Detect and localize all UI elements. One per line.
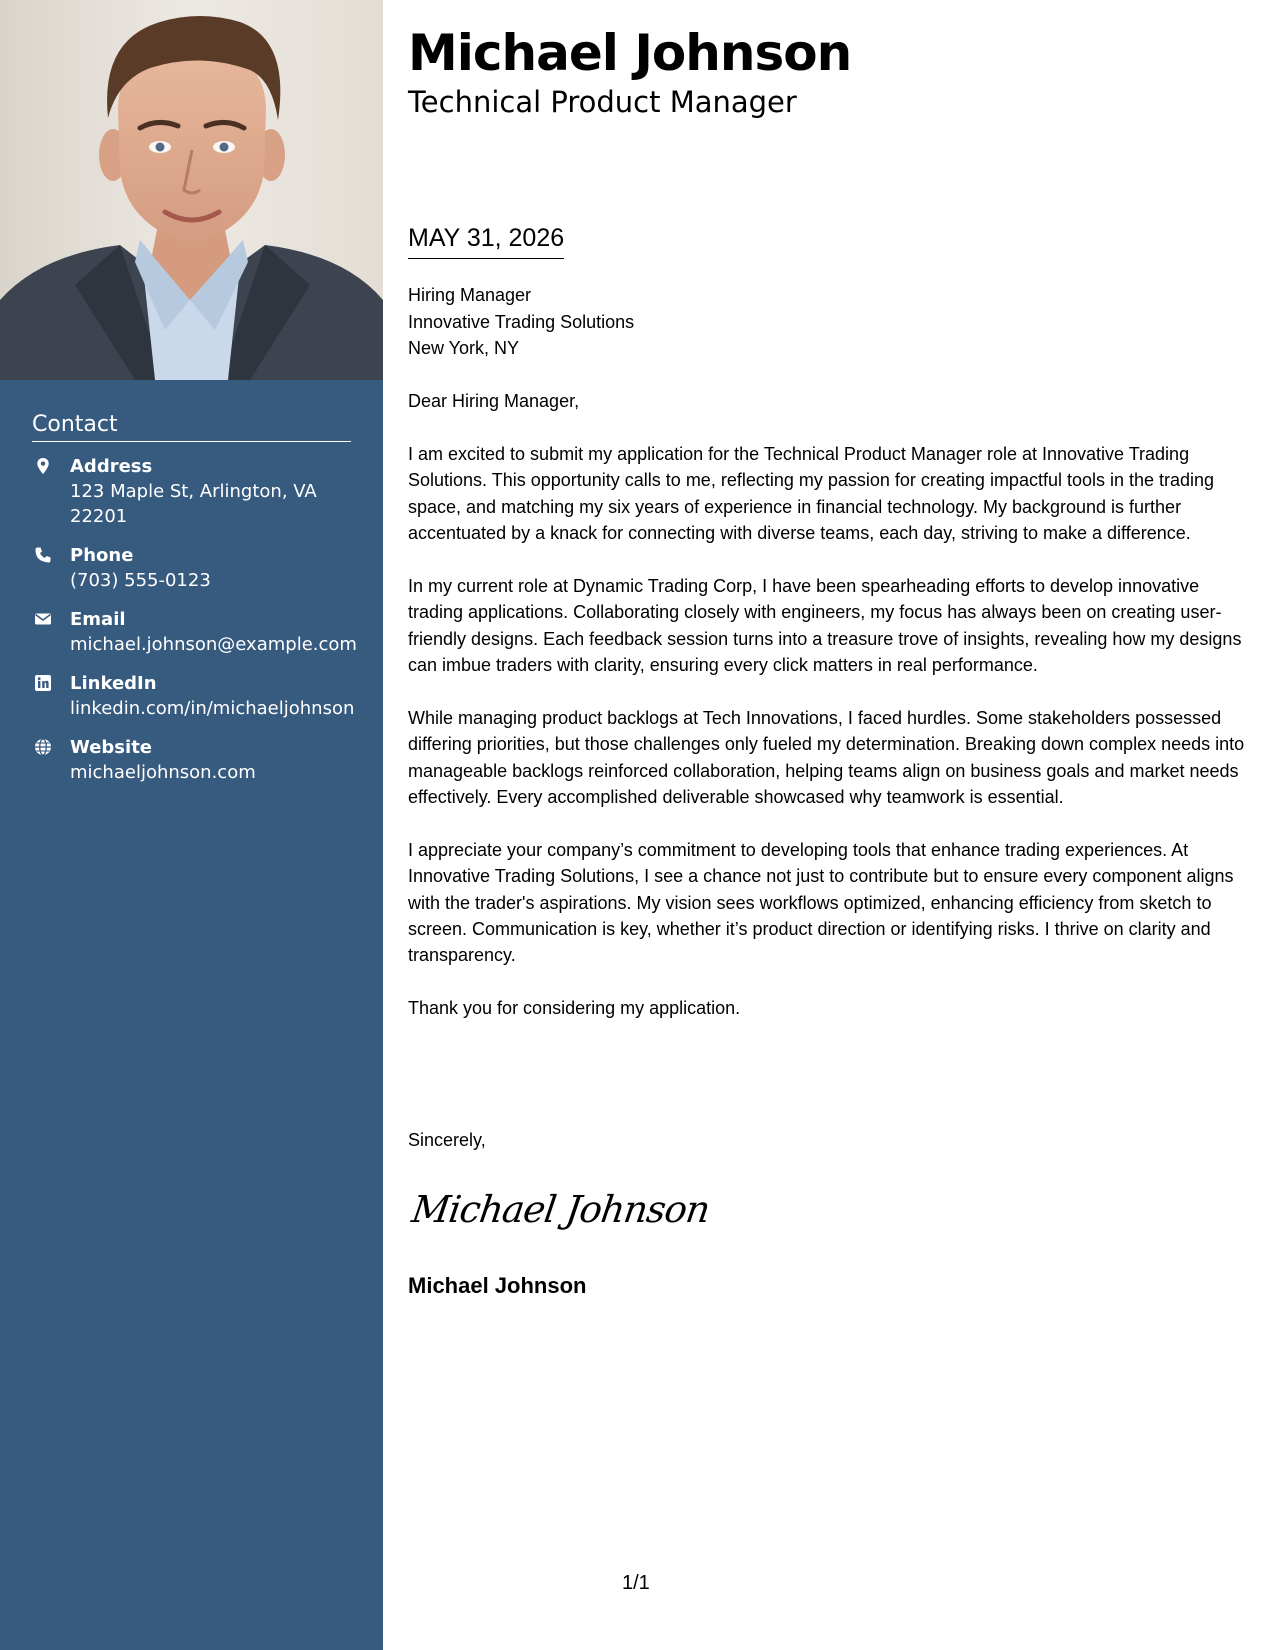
contact-label-address: Address	[70, 456, 153, 477]
closing: Sincerely,	[408, 1130, 486, 1150]
salutation: Dear Hiring Manager,	[408, 391, 580, 411]
contact-email	[32, 607, 357, 657]
contact-section	[32, 412, 357, 799]
contact-heading: Contact	[32, 412, 351, 442]
contact-label-email: Email	[70, 609, 126, 630]
sidebar	[0, 0, 383, 1650]
contact-value-linkedin: linkedin.com/in/michaeljohnson	[70, 698, 355, 719]
contact-label-website: Website	[70, 737, 153, 758]
recipient-line: New York, NY	[408, 338, 520, 358]
contact-phone	[32, 543, 351, 593]
contact-linkedin	[32, 671, 355, 721]
contact-label-linkedin: LinkedIn	[70, 673, 157, 694]
phone-icon	[34, 546, 52, 564]
applicant-title: Technical Product Manager	[408, 85, 797, 119]
page-number: 1/1	[622, 1572, 650, 1594]
body-paragraph: In my current role at Dynamic Trading Corp, I have been spearheading efforts to develop innovative trading applications. Collaborating closely with engineers, my focus has always been on creating user-friendly designs. Each feedback session turns into a treasure trove of insights, revealing how my designs can imbue traders with clarity, ensuring every click matters in real performance.	[408, 575, 1242, 676]
recipient-line: Innovative Trading Solutions	[408, 311, 635, 332]
globe-icon	[34, 738, 52, 756]
body-paragraph: I appreciate your company’s commitment to developing tools that enhance trading experiences. At Innovative Trading Solutions, I see a chance not just to contribute but to ensure every component aligns with the trader's aspirations. My vision sees workflows optimized, enhancing efficiency from sketch to screen. Communication is key, whether it’s product direction or identifying risks. I thrive on clarity and transparency.	[408, 839, 1234, 966]
body-paragraph: While managing product backlogs at Tech Innovations, I faced hurdles. Some stakeholders possessed differing priorities, but those challenges only fueled my determination. Breaking down complex needs into manageable backlogs reinforced collaboration, helping teams align on business goals and market needs effectively. Every accomplished deliverable showcased why teamwork is essential.	[408, 707, 1245, 808]
contact-value-address: 123 Maple St, Arlington, VA 22201	[70, 481, 317, 527]
letter-date: MAY 31, 2026	[408, 222, 564, 259]
contact-value-email: michael.johnson@example.com	[70, 634, 357, 655]
handwritten-signature: Michael Johnson	[409, 1188, 712, 1231]
recipient-line: Hiring Manager	[408, 285, 532, 305]
applicant-name: Michael Johnson	[408, 24, 852, 82]
recipient-block	[408, 282, 634, 362]
contact-value-phone: (703) 555-0123	[70, 570, 211, 591]
contact-label-phone: Phone	[70, 545, 134, 566]
contact-website	[32, 735, 351, 785]
body-paragraph: Thank you for considering my application.	[408, 998, 741, 1019]
letter-body	[408, 388, 1248, 1048]
map-pin-icon	[34, 457, 52, 475]
signer-name: Michael Johnson	[408, 1273, 587, 1298]
contact-value-website: michaeljohnson.com	[70, 762, 256, 783]
envelope-icon	[34, 610, 52, 628]
body-paragraph: I am excited to submit my application for the Technical Product Manager role at Innovative Trading Solutions. This opportunity calls to me, reflecting my passion for creating impactful tools in the trading space, and matching my six years of experience in financial technology. My background is further accentuated by a knack for connecting with diverse teams, each day, striving to make a difference.	[408, 443, 1215, 544]
contact-address	[32, 454, 351, 529]
linkedin-icon	[34, 674, 52, 692]
profile-photo	[0, 0, 383, 380]
